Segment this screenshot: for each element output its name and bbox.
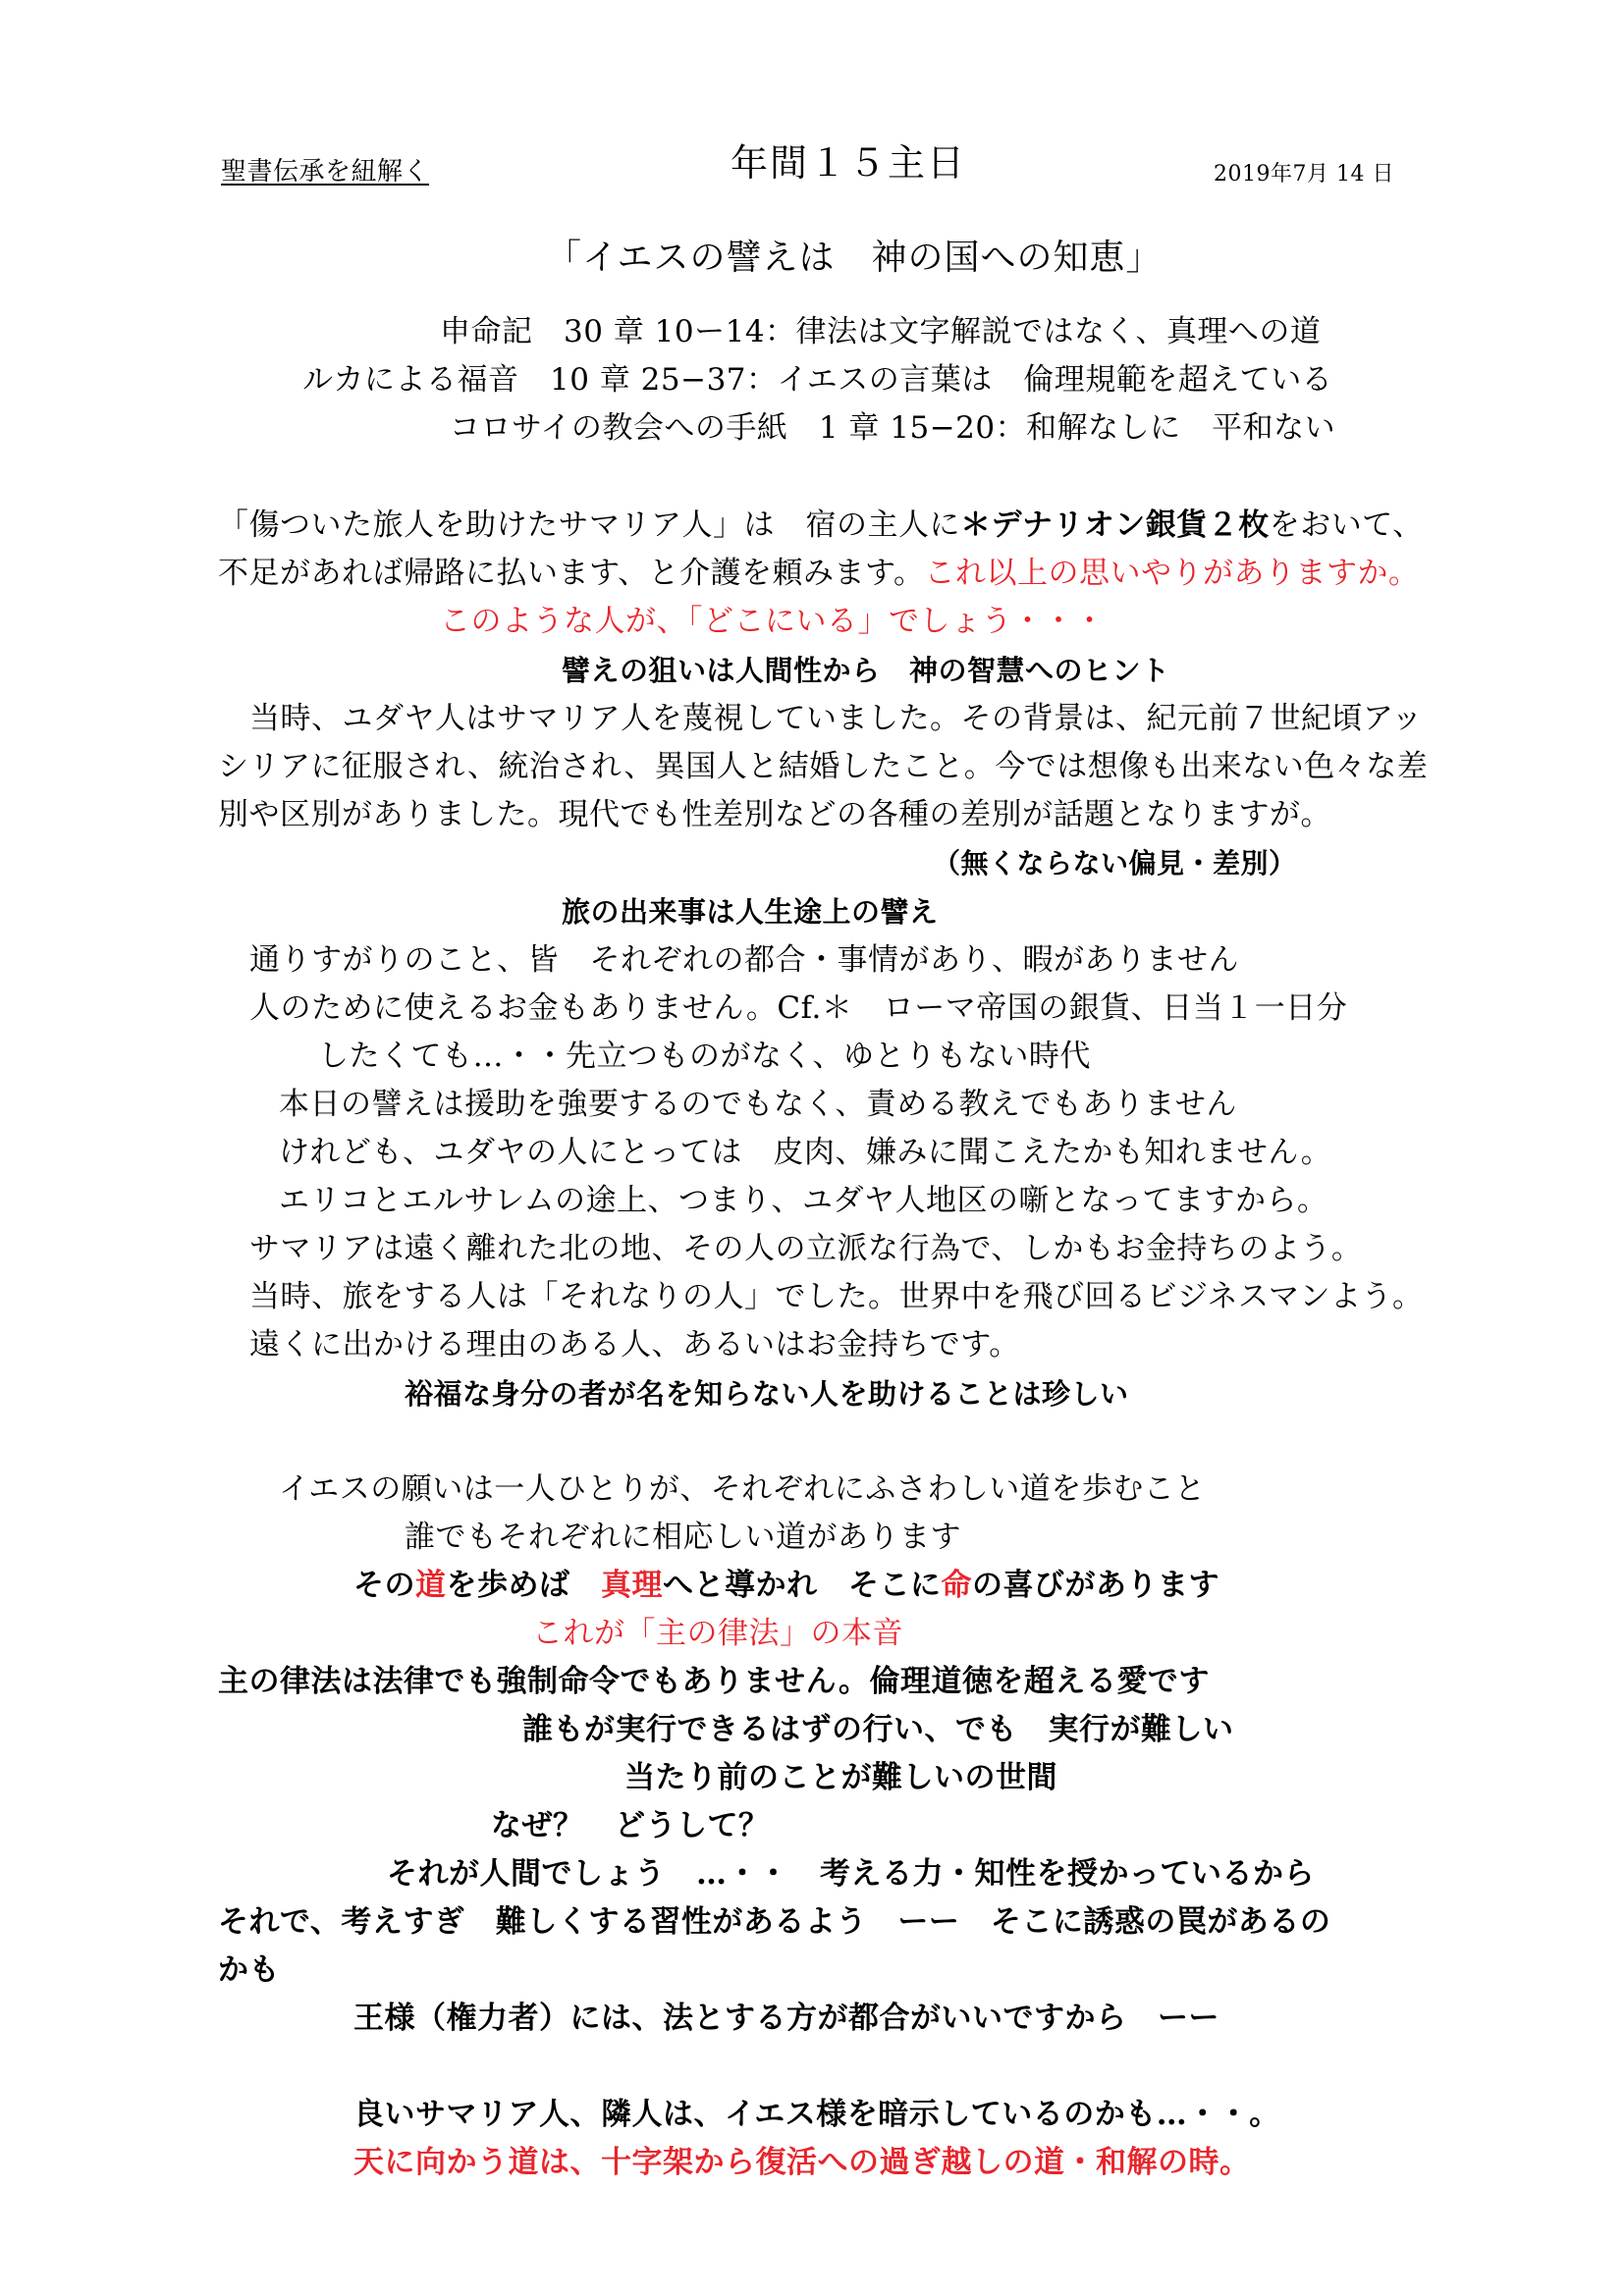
king-line: 王様（権力者）には、法とする方が都合がいいですから ーー [353, 2001, 1219, 2036]
reading-deuteronomy: 申命記 30 章 10ー14：律法は文字解説ではなく、真理への道 [440, 314, 1322, 349]
sunday-title: 年間１５主日 [731, 141, 967, 185]
section1-note: （無くならない偏見・差別） [933, 847, 1297, 880]
fitting-path-line: 誰でもそれぞれに相応しい道があります [405, 1520, 961, 1555]
human-line: それが人間でしょう …・・ 考える力・知性を授かっているから [387, 1856, 1315, 1892]
section2-line: 当時、旅をする人は「それなりの人」でした。世界中を飛び回るビジネスマンよう。 [249, 1279, 1424, 1314]
path-part: の喜びがあります [972, 1568, 1219, 1603]
section1-heading: 譬えの狙いは人間性から 神の智慧へのヒント [562, 654, 1170, 687]
truth-word: 真理 [601, 1568, 663, 1603]
path-part: その [353, 1568, 415, 1603]
why-line: なぜ？ どうして？ [491, 1808, 770, 1843]
law-love-line: 主の律法は法律でも強制命令でもありません。倫理道徳を超える愛です [218, 1664, 1210, 1699]
intro-line-1 [218, 506, 1424, 545]
good-samaritan-line: 良いサマリア人、隣人は、イエス様を暗示しているのかも…・・。 [353, 2097, 1280, 2132]
section2-line: サマリアは遠く離れた北の地、その人の立派な行為で、しかもお金持ちのよう。 [249, 1231, 1363, 1266]
intro-line-1-end: をおいて、 [1269, 507, 1424, 543]
intro-line-2 [218, 554, 1420, 593]
section1-line: 別や区別がありました。現代でも性差別などの各種の差別が話題となりますが。 [218, 797, 1331, 832]
section2-line: 本日の譬えは援助を強要するのでもなく、責める教えでもありません [279, 1087, 1237, 1122]
section1-line: シリアに征服され、統治され、異国人と結婚したこと。今では想像も出来ない色々な差 [218, 749, 1429, 784]
sermon-title: 「イエスの譬えは 神の国への知恵」 [546, 238, 1163, 278]
section2-line: けれども、ユダヤの人にとっては 皮肉、嫌みに聞こえたかも知れません。 [279, 1135, 1332, 1170]
section2-line: 人のために使えるお金もありません。Cf.＊ ローマ帝国の銀貨、日当１一日分 [249, 990, 1348, 1026]
reading-colossians: コロサイの教会への手紙 1 章 15−20：和解なしに 平和ない [450, 410, 1336, 446]
intro-line-2-text: 不足があれば帰路に払います、と介護を頼みます。 [218, 556, 925, 591]
section2-line: 通りすがりのこと、皆 それぞれの都合・事情があり、暇がありません [249, 942, 1239, 978]
path-part: へと導かれ そこに [663, 1568, 942, 1603]
intro-line-1-text: 「傷ついた旅人を助けたサマリア人」は 宿の主人に [218, 507, 960, 543]
jesus-wish-line: イエスの願いは一人ひとりが、それぞれにふさわしい道を歩むこと [279, 1471, 1206, 1507]
law-essence-line: これが「主の律法」の本音 [532, 1616, 903, 1651]
path-word: 道 [415, 1568, 447, 1603]
life-word: 命 [941, 1568, 972, 1603]
section2-conclusion: 裕福な身分の者が名を知らない人を助けることは珍しい [405, 1377, 1129, 1411]
world-line: 当たり前のことが難しいの世間 [624, 1760, 1057, 1795]
section2-line: 遠くに出かける理由のある人、あるいはお金持ちです。 [249, 1327, 1020, 1362]
compassion-question: これ以上の思いやりがありますか。 [924, 556, 1420, 591]
section2-line: エリコとエルサレムの途上、つまり、ユダヤ人地区の噺となってますから。 [279, 1183, 1328, 1218]
overthink-line-cont: かも [218, 1952, 280, 1988]
where-question: このような人が、「どこにいる」でしょう・・・ [440, 604, 1106, 639]
path-part: を歩めば [446, 1568, 601, 1603]
series-title: 聖書伝承を紐解く [221, 157, 430, 187]
document-date: 2019年7月 14 日 [1214, 162, 1394, 187]
overthink-line: それで、考えすぎ 難しくする習性があるよう ーー そこに誘惑の罠があるの [218, 1904, 1331, 1940]
section1-line: 当時、ユダヤ人はサマリア人を蔑視していました。その背景は、紀元前７世紀頃アッ [249, 701, 1423, 736]
section2-heading: 旅の出来事は人生途上の譬え [562, 895, 939, 929]
heaven-path-line: 天に向かう道は、十字架から復活への過ぎ越しの道・和解の時。 [353, 2145, 1251, 2180]
denarius-emphasis: ＊デナリオン銀貨２枚 [960, 507, 1270, 543]
section2-line: したくても…・・先立つものがなく、ゆとりもない時代 [318, 1039, 1091, 1074]
path-truth-life-line [353, 1566, 1219, 1605]
reading-luke: ルカによる福音 10 章 25−37：イエスの言葉は 倫理規範を超えている [302, 362, 1333, 398]
hard-to-practice-line: 誰もが実行できるはずの行い、でも 実行が難しい [522, 1712, 1234, 1747]
